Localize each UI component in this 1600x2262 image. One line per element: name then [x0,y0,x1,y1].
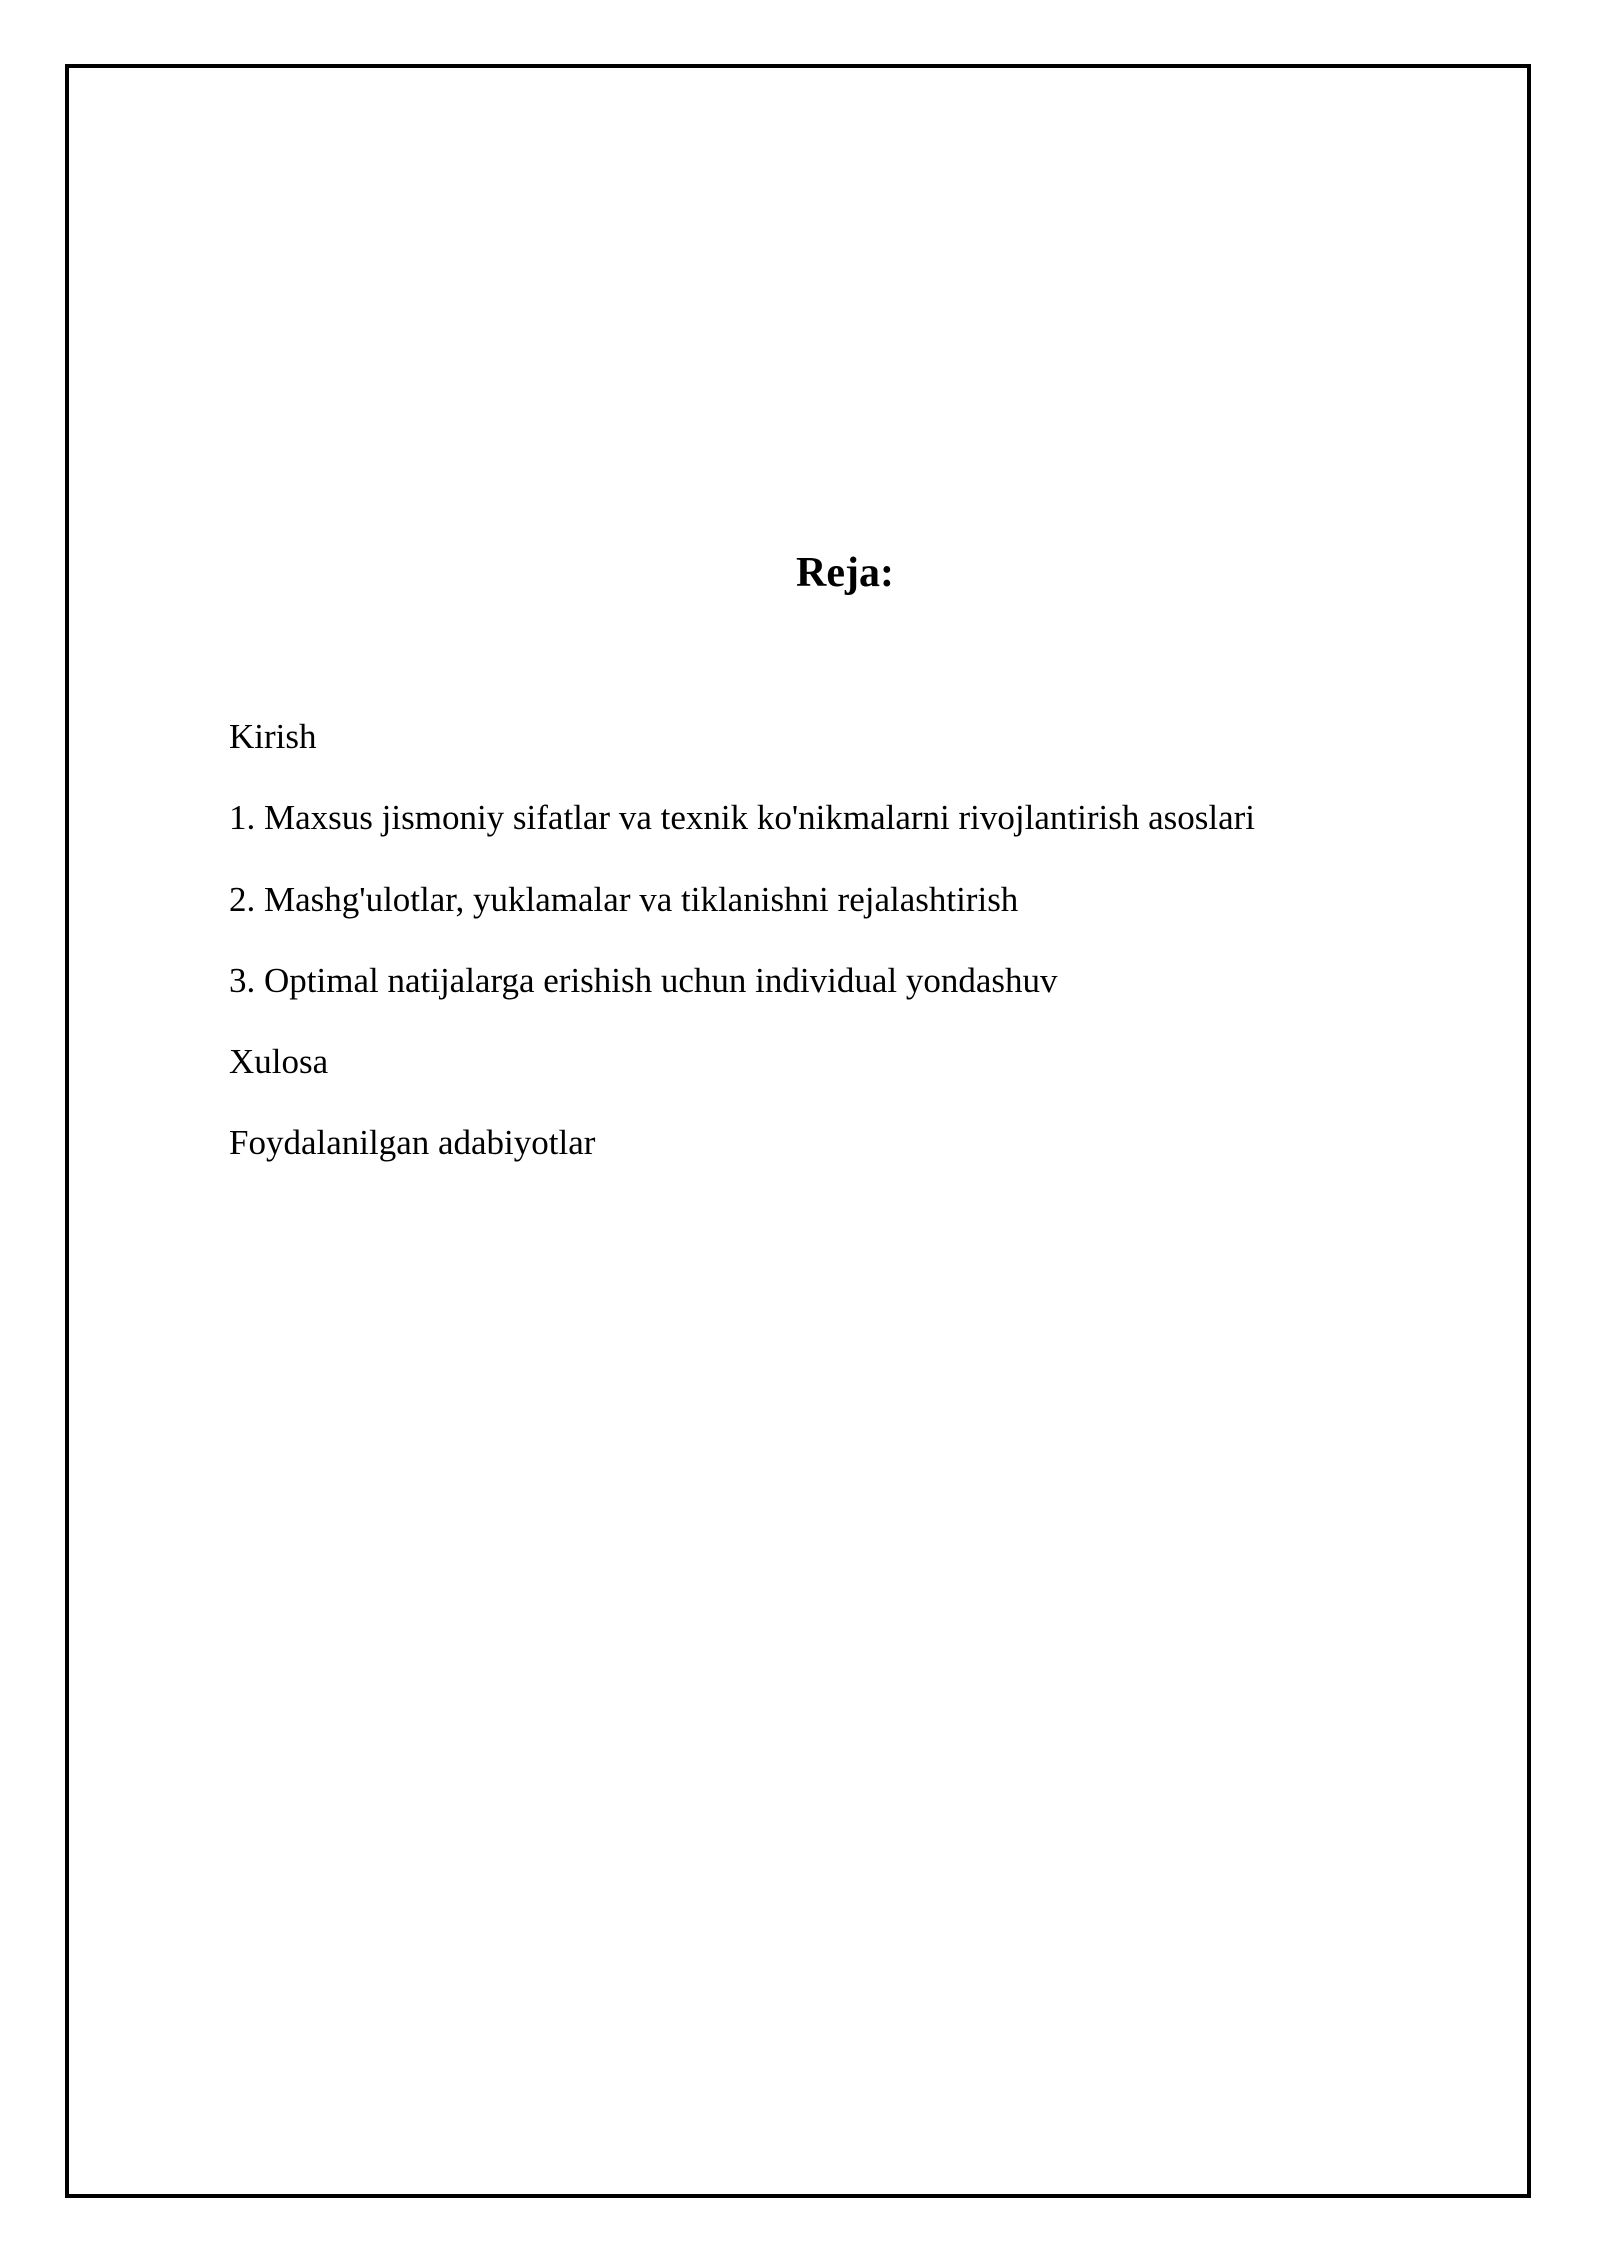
plan-item-introduction: Kirish [229,717,317,756]
plan-list [229,696,1255,1184]
plan-item-section-1: 1. Maxsus jismoniy sifatlar va texnik ko'nikmalarni rivojlantirish asoslari [229,798,1256,838]
plan-item-conclusion: Xulosa [229,1042,329,1082]
plan-title: Reja: [796,550,894,596]
plan-item-references: Foydalanilgan adabiyotlar [229,1123,596,1163]
plan-item-section-2: 2. Mashg'ulotlar, yuklamalar va tiklanishni rejalashtirish [229,879,1019,919]
plan-item-section-3: 3. Optimal natijalarga erishish uchun individual yondashuv [229,960,1058,1000]
